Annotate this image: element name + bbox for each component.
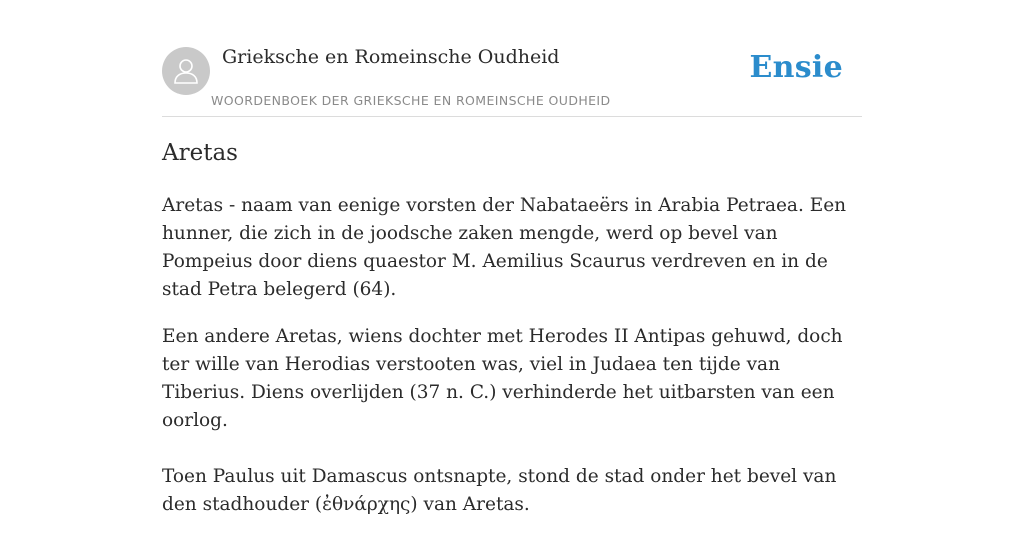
site-title[interactable]: Grieksche en Romeinsche Oudheid <box>222 46 560 68</box>
site-subtitle: WOORDENBOEK DER GRIEKSCHE EN ROMEINSCHE OUDHEID <box>211 93 611 108</box>
entry-title: Aretas <box>162 140 238 166</box>
user-icon <box>172 56 200 86</box>
page <box>162 0 862 515</box>
entry-paragraph: Aretas - naam van eenige vorsten der Nabataeërs in Arabia Petraea. Een hunner, die zich in de joodsche zaken mengde, werd op bevel van Pompeius door diens quaestor M. Aemilius Scaurus verdreven en in de stad Petra belegerd (64). <box>162 195 847 300</box>
entry-paragraph: Toen Paulus uit Damascus ontsnapte, stond de stad onder het bevel van den stadhouder (ἐθνάρχης) van Aretas. <box>162 466 837 515</box>
entry-body <box>162 192 862 538</box>
avatar[interactable] <box>162 47 210 95</box>
header <box>162 0 862 117</box>
entry-paragraph: Een andere Aretas, wiens dochter met Herodes II Antipas gehuwd, doch ter wille van Herodias verstooten was, viel in Judaea ten tijde van Tiberius. Diens overlijden (37 n. C.) verhinderde het uitbarsten van een oorlog. <box>162 326 843 431</box>
brand-logo[interactable]: Ensie <box>749 50 843 85</box>
